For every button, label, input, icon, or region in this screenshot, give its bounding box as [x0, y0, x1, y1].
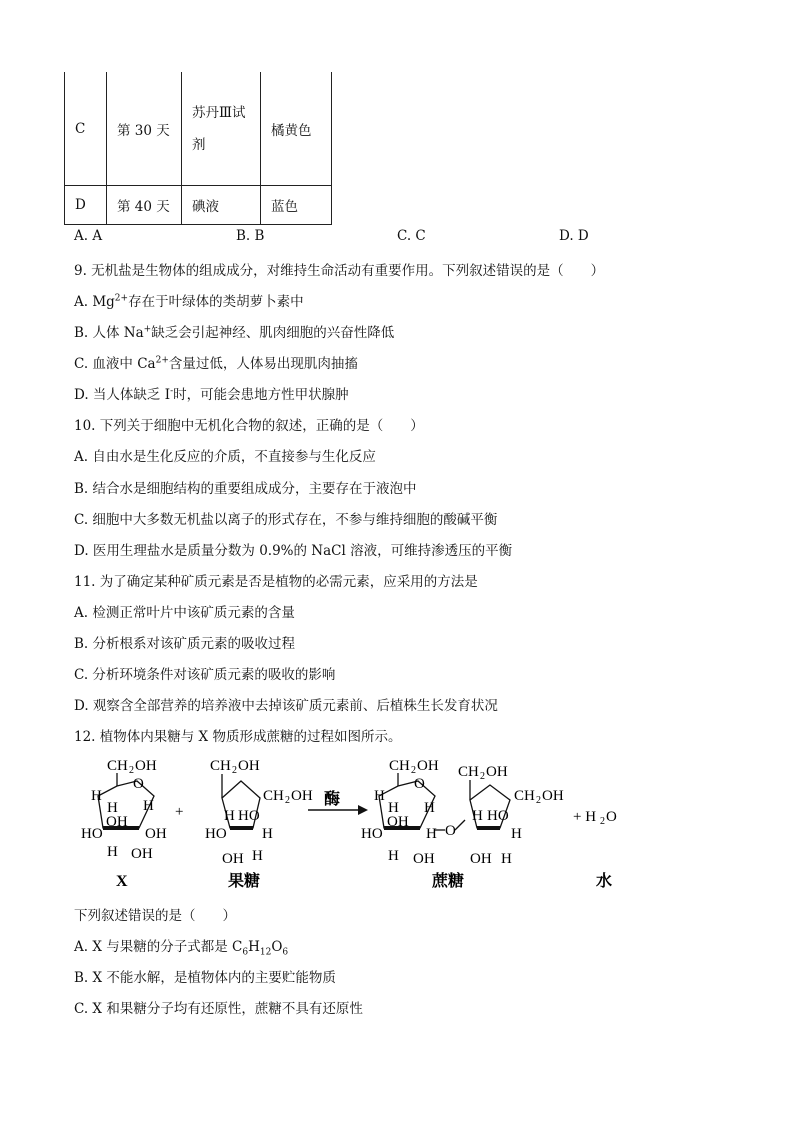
svg-text:H: H: [252, 848, 263, 864]
question-11-option-c: C. 分析环境条件对该矿质元素的吸收的影响: [74, 667, 336, 683]
svg-text:OH: OH: [238, 758, 260, 774]
answer-table: [64, 72, 332, 225]
question-9-stem: 9. 无机盐是生物体的组成成分，对维持生命活动有重要作用。下列叙述错误的是（ ）: [74, 263, 605, 279]
svg-text:H: H: [107, 844, 118, 860]
svg-text:CH: CH: [458, 764, 479, 780]
svg-text:CH: CH: [263, 788, 284, 804]
table-cell: C: [65, 72, 107, 186]
svg-text:OH: OH: [417, 758, 439, 774]
option-b: B. B: [236, 228, 265, 244]
question-11-option-b: B. 分析根系对该矿质元素的吸收过程: [74, 636, 296, 652]
sucrose-structure: [361, 758, 564, 890]
svg-text:H: H: [424, 800, 435, 816]
svg-text:2: 2: [411, 765, 416, 776]
svg-text:2: 2: [285, 795, 290, 806]
svg-text:CH: CH: [514, 788, 535, 804]
question-12-option-b: B. X 不能水解，是植物体内的主要贮能物质: [74, 970, 336, 986]
svg-text:OH: OH: [470, 851, 492, 867]
reaction-arrow: [308, 789, 368, 815]
question-10-option-b: B. 结合水是细胞结构的重要组成成分，主要存在于液泡中: [74, 481, 417, 497]
svg-text:HO: HO: [361, 826, 383, 842]
svg-text:CH: CH: [107, 758, 128, 774]
question-11-option-a: A. 检测正常叶片中该矿质元素的含量: [74, 605, 295, 621]
svg-text:CH: CH: [210, 758, 231, 774]
question-12-lead: 下列叙述错误的是（ ）: [74, 908, 236, 924]
svg-text:酶: 酶: [324, 791, 341, 808]
option-a: A. A: [74, 228, 103, 244]
svg-text:H: H: [224, 808, 235, 824]
svg-text:OH: OH: [486, 764, 508, 780]
svg-text:X: X: [116, 873, 128, 890]
svg-text:H: H: [107, 800, 118, 816]
svg-text:+ H: + H: [573, 809, 597, 825]
svg-text:H: H: [388, 800, 399, 816]
svg-text:H: H: [388, 848, 399, 864]
table-cell: 蓝色: [261, 186, 332, 225]
fructose-structure: [205, 758, 313, 890]
svg-text:OH: OH: [387, 814, 409, 830]
svg-text:HO: HO: [238, 808, 260, 824]
svg-text:OH: OH: [542, 788, 564, 804]
svg-text:蔗糖: 蔗糖: [432, 873, 465, 890]
svg-text:H: H: [501, 851, 512, 867]
question-10-option-c: C. 细胞中大多数无机盐以离子的形式存在，不参与维持细胞的酸碱平衡: [74, 512, 498, 528]
svg-text:+: +: [175, 804, 184, 820]
table-row: [65, 186, 332, 225]
question-9-option-a: A. $Mg^{2+}$存在于叶绿体的类胡萝卜素中: [74, 293, 304, 310]
question-11-stem: 11. 为了确定某种矿质元素是否是植物的必需元素，应采用的方法是: [74, 574, 478, 590]
svg-text:OH: OH: [106, 814, 128, 830]
question-12-option-a: A. X 与果糖的分子式都是 $C_6H_{12}O_6$: [74, 939, 289, 958]
svg-text:H: H: [374, 788, 385, 804]
table-row: [65, 72, 332, 186]
question-9-option-b: B. 人体 Na+缺乏会引起神经、肌肉细胞的兴奋性降低: [74, 324, 395, 341]
table-cell: 苏丹Ⅲ试剂: [182, 72, 261, 186]
svg-text:H: H: [262, 826, 273, 842]
sucrose-formation-diagram: [0, 748, 794, 898]
svg-text:O: O: [606, 809, 617, 825]
svg-text:HO: HO: [81, 826, 103, 842]
table-cell: 第 40 天: [107, 186, 182, 225]
svg-text:OH: OH: [131, 846, 153, 862]
glucose-structure: [81, 758, 167, 890]
svg-text:OH: OH: [145, 826, 167, 842]
svg-text:O: O: [414, 776, 425, 792]
svg-text:OH: OH: [135, 758, 157, 774]
svg-text:H: H: [143, 798, 154, 814]
question-11-option-d: D. 观察含全部营养的培养液中去掉该矿质元素前、后植株生长发育状况: [74, 698, 498, 714]
option-c: C. C: [397, 228, 426, 244]
svg-text:H: H: [426, 826, 437, 842]
svg-text:CH: CH: [389, 758, 410, 774]
table-cell: 橘黄色: [261, 72, 332, 186]
svg-text:H: H: [472, 808, 483, 824]
table-cell: 碘液: [182, 186, 261, 225]
svg-text:2: 2: [232, 765, 237, 776]
svg-text:OH: OH: [222, 851, 244, 867]
option-d: D. D: [559, 228, 589, 244]
svg-text:水: 水: [596, 873, 613, 890]
table-cell: D: [65, 186, 107, 225]
question-10-stem: 10. 下列关于细胞中无机化合物的叙述，正确的是（ ）: [74, 418, 424, 434]
svg-text:果糖: 果糖: [228, 873, 261, 890]
svg-text:HO: HO: [205, 826, 227, 842]
water-product: [573, 809, 617, 890]
table-cell: 第 30 天: [107, 72, 182, 186]
question-9-option-d: D. 当人体缺乏 I-时，可能会患地方性甲状腺肿: [74, 386, 349, 403]
svg-text:2: 2: [480, 771, 485, 782]
svg-text:O: O: [445, 823, 456, 839]
svg-text:H: H: [511, 826, 522, 842]
question-10-option-a: A. 自由水是生化反应的介质，不直接参与生化反应: [74, 449, 376, 465]
svg-text:2: 2: [129, 765, 134, 776]
question-10-option-d: D. 医用生理盐水是质量分数为 0.9%的 NaCl 溶液，可维持渗透压的平衡: [74, 543, 513, 559]
svg-text:H: H: [91, 788, 102, 804]
question-12-stem: 12. 植物体内果糖与 X 物质形成蔗糖的过程如图所示。: [74, 729, 402, 745]
svg-text:OH: OH: [291, 788, 313, 804]
svg-text:O: O: [133, 776, 144, 792]
question-12-option-c: C. X 和果糖分子均有还原性，蔗糖不具有还原性: [74, 1001, 363, 1017]
svg-text:HO: HO: [487, 808, 509, 824]
question-9-option-c: C. 血液中 $Ca^{2+}$含量过低，人体易出现肌肉抽搐: [74, 355, 358, 372]
svg-text:2: 2: [600, 816, 605, 827]
svg-text:OH: OH: [413, 851, 435, 867]
svg-text:2: 2: [536, 795, 541, 806]
